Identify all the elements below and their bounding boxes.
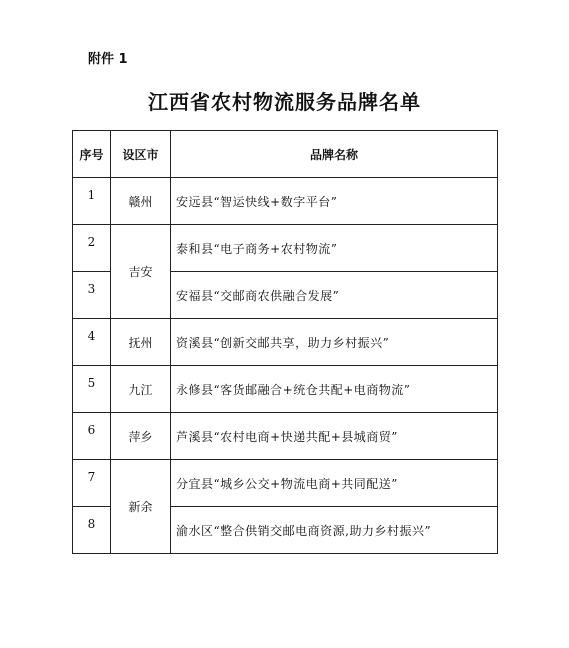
city-cell: 赣州	[111, 178, 171, 225]
row-number: 7	[73, 460, 111, 507]
document-title: 江西省农村物流服务品牌名单	[148, 90, 421, 114]
brand-list-table	[72, 130, 498, 554]
table-row	[73, 366, 498, 413]
row-number: 8	[73, 507, 111, 554]
attachment-label: 附件 1	[88, 52, 128, 67]
city-cell: 萍乡	[111, 413, 171, 460]
brand-cell: 资溪县“创新交邮共享，助力乡村振兴”	[171, 319, 498, 366]
city-cell: 九江	[111, 366, 171, 413]
column-header-no: 序号	[73, 131, 111, 178]
table-header-row	[73, 131, 498, 178]
brand-cell: 泰和县“电子商务+农村物流”	[171, 225, 498, 272]
column-header-brand: 品牌名称	[171, 131, 498, 178]
column-header-city: 设区市	[111, 131, 171, 178]
brand-cell: 永修县“客货邮融合+统仓共配+电商物流”	[171, 366, 498, 413]
city-cell: 抚州	[111, 319, 171, 366]
row-number: 2	[73, 225, 111, 272]
table-row	[73, 319, 498, 366]
brand-cell: 芦溪县“农村电商+快递共配+县城商贸”	[171, 413, 498, 460]
brand-cell: 安福县“交邮商农供融合发展”	[171, 272, 498, 319]
row-number: 6	[73, 413, 111, 460]
row-number: 3	[73, 272, 111, 319]
table-row	[73, 225, 498, 272]
brand-cell: 渝水区“整合供销交邮电商资源,助力乡村振兴”	[171, 507, 498, 554]
row-number: 5	[73, 366, 111, 413]
table-row	[73, 460, 498, 507]
table-row	[73, 413, 498, 460]
row-number: 4	[73, 319, 111, 366]
brand-cell: 安远县“智运快线+数字平台”	[171, 178, 498, 225]
city-cell: 吉安	[111, 225, 171, 319]
brand-cell: 分宜县“城乡公交+物流电商+共同配送”	[171, 460, 498, 507]
table-row	[73, 178, 498, 225]
city-cell: 新余	[111, 460, 171, 554]
row-number: 1	[73, 178, 111, 225]
